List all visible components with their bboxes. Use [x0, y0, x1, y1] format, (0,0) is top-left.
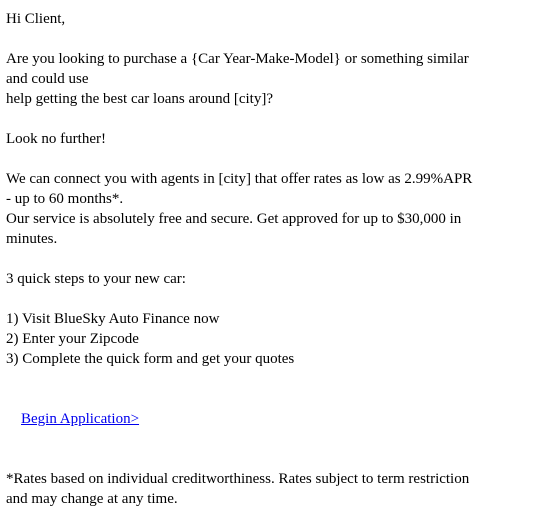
intro-line-1: Are you looking to purchase a {Car Year-Make-Model} or something similar — [6, 51, 469, 67]
service-line-2: minutes. — [6, 231, 58, 247]
intro-line-2: and could use — [6, 71, 89, 87]
intro-line-3: help getting the best car loans around [city]? — [6, 91, 273, 107]
spacer — [6, 109, 516, 129]
email-body — [6, 9, 516, 509]
connect-line-1: We can connect you with agents in [city] that offer rates as low as 2.99%APR — [6, 171, 473, 187]
step-item-1: 1) Visit BlueSky Auto Finance now — [6, 311, 220, 327]
connect-line-2: - up to 60 months*. — [6, 191, 124, 207]
cta-line — [6, 389, 516, 449]
disclaimer-line-1: *Rates based on individual creditworthiness. Rates subject to term restriction — [6, 471, 470, 487]
spacer — [6, 149, 516, 169]
steps-heading: 3 quick steps to your new car: — [6, 271, 186, 287]
service-line-1: Our service is absolutely free and secure. Get approved for up to $30,000 in — [6, 211, 462, 227]
look-no-further-text: Look no further! — [6, 131, 106, 147]
spacer — [6, 29, 516, 49]
step-item-3: 3) Complete the quick form and get your quotes — [6, 351, 295, 367]
spacer — [6, 289, 516, 309]
spacer — [6, 369, 516, 389]
disclaimer-line-2: and may change at any time. — [6, 491, 178, 507]
spacer — [6, 449, 516, 469]
step-item-2: 2) Enter your Zipcode — [6, 331, 139, 347]
greeting: Hi Client, — [6, 11, 66, 27]
spacer — [6, 249, 516, 269]
begin-application-link[interactable]: Begin Application> — [21, 411, 140, 427]
